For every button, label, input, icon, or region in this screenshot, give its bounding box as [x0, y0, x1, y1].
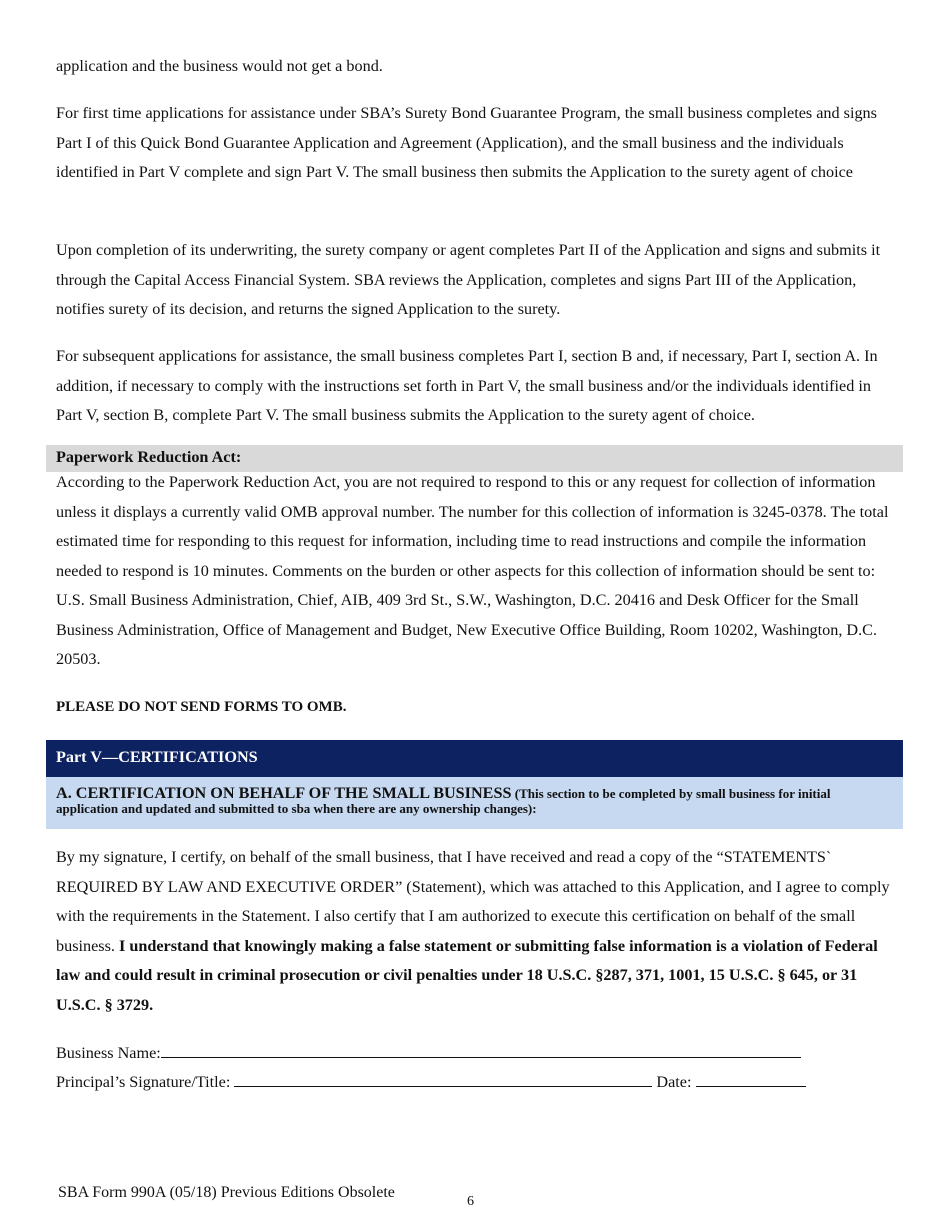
business-name-field[interactable]: [161, 1043, 801, 1058]
form-identifier: SBA Form 990A (05/18) Previous Editions Obsolete: [58, 1184, 395, 1201]
certification-statement: By my signature, I certify, on behalf of the small business, that I have received and read a copy of the “STATEMENTS` REQUIRED BY LAW AND EXECUTIVE ORDER” (Statement), which was attached to this Application, and I agree to comply with the requirements in the Statement. I also certify that I am authorized to execute this certification on behalf of the small business.: [56, 848, 890, 955]
signature-field[interactable]: [234, 1072, 652, 1087]
intro-paragraph-first-time: For first time applications for assistance under SBA’s Surety Bond Guarantee Program, the small business completes and signs Part I of this Quick Bond Guarantee Application and Agreement (Application), and the small business and the individuals identified in Part V complete and sign Part V. The small business then submits the Application to the surety agent of choice: [56, 104, 877, 181]
date-field[interactable]: [696, 1072, 806, 1087]
signature-label: Principal’s Signature/Title:: [56, 1073, 231, 1091]
pra-body: According to the Paperwork Reduction Act, you are not required to respond to this or any request for collection of information unless it displays a currently valid OMB approval number. The number for this collection of information is 3245-0378. The total estimated time for responding to this request for information, including time to read instructions and compile the information needed to respond is 10 minutes. Comments on the burden or other aspects for this collection of information should be sent to: U.S. Small Business Administration, Chief, AIB, 409 3rd St., S.W., Washington, D.C. 20416 and Desk Officer for the Small Business Administration, Office of Management and Budget, New Executive Office Building, Room 10202, Washington, D.C. 20503.: [56, 473, 889, 668]
section-a-title-block: [56, 786, 891, 816]
part-v-header: [46, 740, 903, 777]
signature-row: [56, 1072, 806, 1092]
date-label: Date:: [656, 1073, 692, 1091]
page-number: 6: [467, 1194, 474, 1209]
pra-title: Paperwork Reduction Act:: [56, 448, 242, 466]
intro-paragraph-underwriting: Upon completion of its underwriting, the surety company or agent completes Part II of the Application and signs and submits it through the Capital Access Financial System. SBA reviews the Application, completes and signs Part III of the Application, notifies surety of its decision, and returns the signed Application to the surety.: [56, 241, 881, 318]
omb-notice: PLEASE DO NOT SEND FORMS TO OMB.: [56, 699, 347, 715]
intro-continuation: application and the business would not get a bond.: [56, 57, 383, 75]
certification-warning: I understand that knowingly making a false statement or submitting false information is a violation of Federal law and could result in criminal prosecution or civil penalties under 18 U.S.C. §287, 371, 1001, 15 U.S.C. § 645, or 31 U.S.C. § 3729.: [56, 936, 878, 1014]
part-v-title: Part V—CERTIFICATIONS: [56, 748, 258, 766]
section-a-title: A. CERTIFICATION ON BEHALF OF THE SMALL BUSINESS: [56, 784, 512, 802]
business-name-label: Business Name:: [56, 1044, 161, 1062]
intro-paragraph-subsequent: For subsequent applications for assistance, the small business completes Part I, section B and, if necessary, Part I, section A. In addition, if necessary to comply with the instructions set forth in Part V, the small business and/or the individuals identified in Part V, section B, complete Part V. The small business submits the Application to the surety agent of choice.: [56, 347, 878, 424]
section-a-header: [46, 777, 903, 829]
section-a-note: (This section to be completed by small business for initial application and updated and submitted to sba when there are any ownership changes):: [56, 786, 831, 816]
business-name-row: [56, 1043, 801, 1063]
certification-text: [56, 843, 896, 1020]
